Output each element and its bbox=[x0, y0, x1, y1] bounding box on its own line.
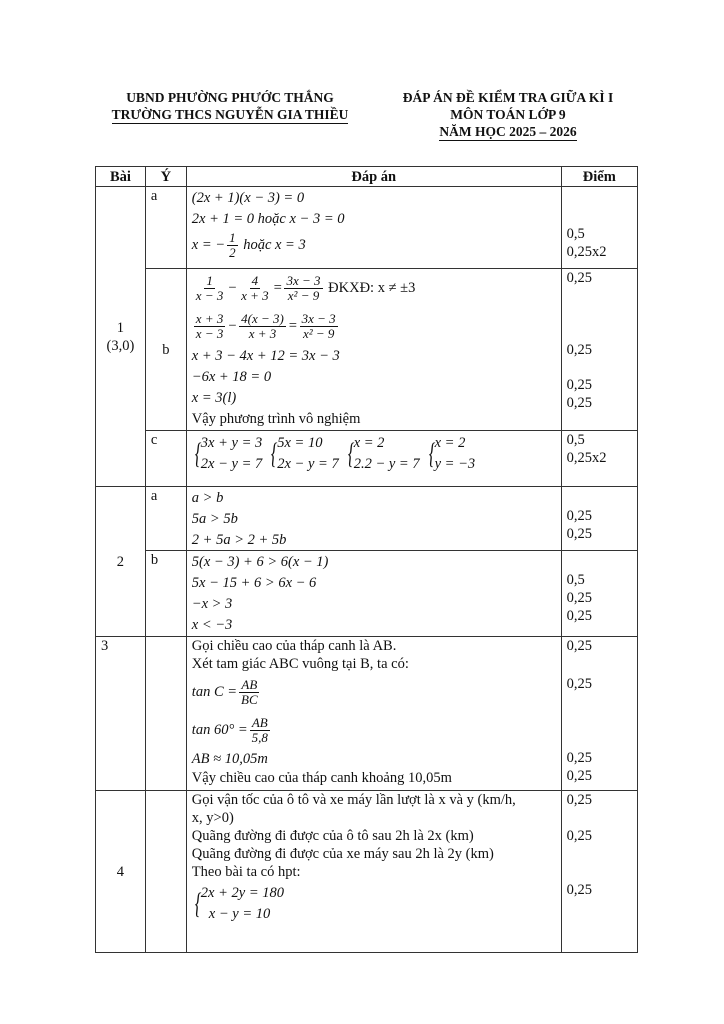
y-cell: a bbox=[145, 487, 186, 551]
y-cell bbox=[145, 637, 186, 791]
answer-cell: (2x + 1)(x − 3) = 0 2x + 1 = 0 hoặc x − 3 = 0 x = − $\frac{1}{2}$ hoặc x = 3 bbox=[186, 187, 561, 269]
school-name: TRƯỜNG THCS NGUYỄN GIA THIỀU bbox=[111, 107, 349, 122]
subject-title: MÔN TOÁN LỚP 9 bbox=[450, 107, 566, 122]
answer-cell: { 3x + y = 3 2x − y = 7 { 5x = 10 2x − y = 7 { x = 2 2.2 − y = 7 { x = 2 y = −3 bbox=[186, 431, 561, 487]
school-year: NĂM HỌC 2025 – 2026 bbox=[439, 124, 577, 139]
points-cell: 0,5 0,25x2 bbox=[561, 431, 637, 487]
bai-cell: 2 bbox=[96, 487, 146, 637]
points-cell: 0,25 0,25 0,25 bbox=[561, 791, 637, 953]
points-cell: 0,25 0,25 0,25 0,25 bbox=[561, 637, 637, 791]
ward-name: UBND PHƯỜNG PHƯỚC THẮNG bbox=[126, 90, 334, 105]
y-cell: c bbox=[145, 431, 186, 487]
table-row bbox=[96, 487, 638, 551]
bai-cell: 3 bbox=[96, 637, 146, 791]
points-cell: 0,25 0,25 0,25 0,25 bbox=[561, 269, 637, 431]
answer-cell: 5(x − 3) + 6 > 6(x − 1) 5x − 15 + 6 > 6x − 6 −x > 3 x < −3 bbox=[186, 551, 561, 637]
answer-table bbox=[95, 166, 638, 953]
y-cell: a bbox=[145, 187, 186, 269]
header-right bbox=[378, 89, 638, 140]
answer-cell: Gọi chiều cao của tháp canh là AB. Xét tam giác ABC vuông tại B, ta có: tan C = $\frac{AB}{BC}$ tan 60° = $\frac{AB}{5,8}$ AB ≈ 10,05m Vậy chiều cao của tháp canh khoảng 10,05m bbox=[186, 637, 561, 791]
table-row bbox=[96, 551, 638, 637]
points-cell: 0,5 0,25 0,25 bbox=[561, 551, 637, 637]
answer-cell: $\frac{1}{x - 3}$ − $\frac{4}{x + 3}$ = $\frac{3x - 3}{\text{x² − 9}}$ ĐKXĐ: x ≠ ±3 $\frac{x + 3}{x - 3}$ − $\frac{4(x - 3)}{x + 3}$ = $\frac{3x - 3}{\text{x² − 9}}$ x + 3 − 4x + 12 = 3x − 3 −6x + 18 = 0 x = 3(l) Vậy phương trình vô nghiệm bbox=[186, 269, 561, 431]
points-cell: 0,5 0,25x2 bbox=[561, 187, 637, 269]
header-diem: Điểm bbox=[561, 167, 637, 187]
doc-title: ĐÁP ÁN ĐỀ KIỂM TRA GIỮA KÌ I bbox=[402, 90, 614, 105]
header-dap-an: Đáp án bbox=[186, 167, 561, 187]
y-cell: b bbox=[145, 269, 186, 431]
table-row bbox=[96, 187, 638, 269]
bai-cell: 4 bbox=[96, 791, 146, 953]
header-y: Ý bbox=[145, 167, 186, 187]
points-cell: 0,25 0,25 bbox=[561, 487, 637, 551]
y-cell bbox=[145, 791, 186, 953]
answer-cell: a > b 5a > 5b 2 + 5a > 2 + 5b bbox=[186, 487, 561, 551]
table-row bbox=[96, 791, 638, 953]
header-left bbox=[90, 89, 370, 123]
table-row bbox=[96, 431, 638, 487]
answer-cell: Gọi vận tốc của ô tô và xe máy lần lượt là x và y (km/h, x, y>0) Quãng đường đi được của ô tô sau 2h là 2x (km) Quãng đường đi được của xe máy sau 2h là 2y (km) Theo bài ta có hpt: { 2x + 2y = 180 x − y = 10 bbox=[186, 791, 561, 953]
y-cell: b bbox=[145, 551, 186, 637]
table-header-row bbox=[96, 167, 638, 187]
table-row bbox=[96, 269, 638, 431]
header-bai: Bài bbox=[96, 167, 146, 187]
bai-cell: 1 (3,0) bbox=[96, 187, 146, 487]
table-row bbox=[96, 637, 638, 791]
